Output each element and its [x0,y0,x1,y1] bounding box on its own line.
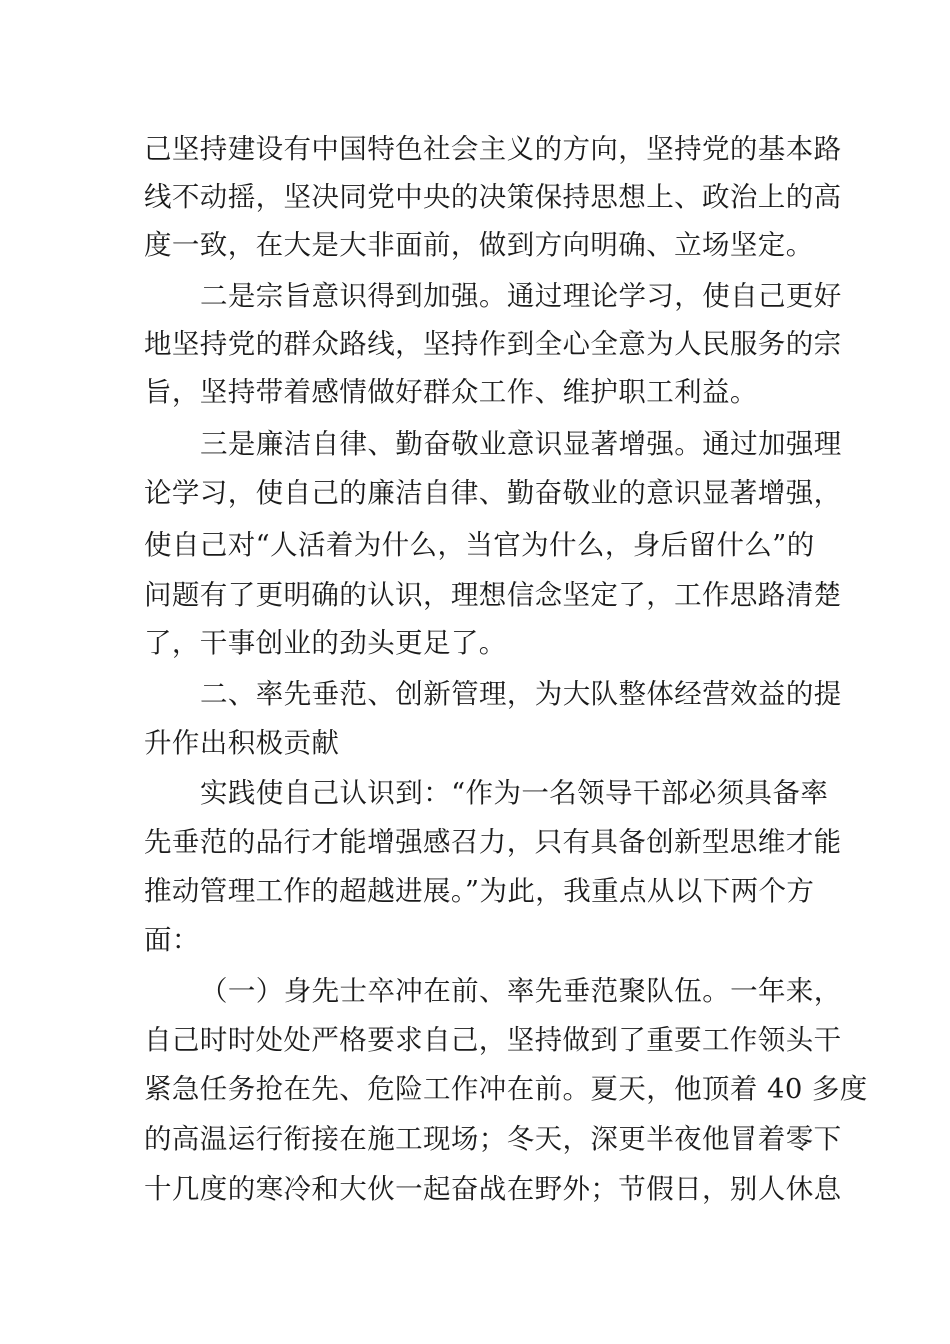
paragraph-start-line: 三是廉洁自律、勤奋敬业意识显著增强。通过加强理 [200,428,842,460]
text-line: 面： [144,924,200,956]
text-line: 了，干事创业的劲头更足了。 [144,627,507,659]
text-line: 旨，坚持带着感情做好群众工作、维护职工利益。 [144,376,758,408]
section-heading-line: 二、率先垂范、创新管理，为大队整体经营效益的提 [200,678,842,710]
text-line: 问题有了更明确的认识，理想信念坚定了，工作思路清楚 [144,579,842,611]
text-line: 先垂范的品行才能增强感召力，只有具备创新型思维才能 [144,826,842,858]
text-line: 的高温运行衔接在施工现场；冬天，深更半夜他冒着零下 [144,1123,842,1155]
text-line: 十几度的寒冷和大伙一起奋战在野外；节假日，别人休息 [144,1173,842,1205]
text-line: 论学习，使自己的廉洁自律、勤奋敬业的意识显著增强， [144,477,842,509]
text-line: 紧急任务抢在先、危险工作冲在前。夏天，他顶着 40 多度 [144,1073,868,1105]
section-heading-line: 升作出积极贡献 [144,727,340,759]
text-line: 己坚持建设有中国特色社会主义的方向，坚持党的基本路 [144,133,842,165]
text-line: 地坚持党的群众路线，坚持作到全心全意为人民服务的宗 [144,328,842,360]
text-line: 自己时时处处严格要求自己，坚持做到了重要工作领头干 [144,1024,842,1056]
text-line: 使自己对“人活着为什么，当官为什么，身后留什么”的 [144,529,815,561]
text-line: 度一致，在大是大非面前，做到方向明确、立场坚定。 [144,229,814,261]
text-line: 线不动摇，坚决同党中央的决策保持思想上、政治上的高 [144,181,842,213]
paragraph-start-line: 二是宗旨意识得到加强。通过理论学习，使自己更好 [200,280,842,312]
paragraph-start-line: 实践使自己认识到：“作为一名领导干部必须具备率 [200,777,829,809]
paragraph-start-line: （一）身先士卒冲在前、率先垂范聚队伍。一年来， [200,975,842,1007]
text-line: 推动管理工作的超越进展。”为此，我重点从以下两个方 [144,875,815,907]
